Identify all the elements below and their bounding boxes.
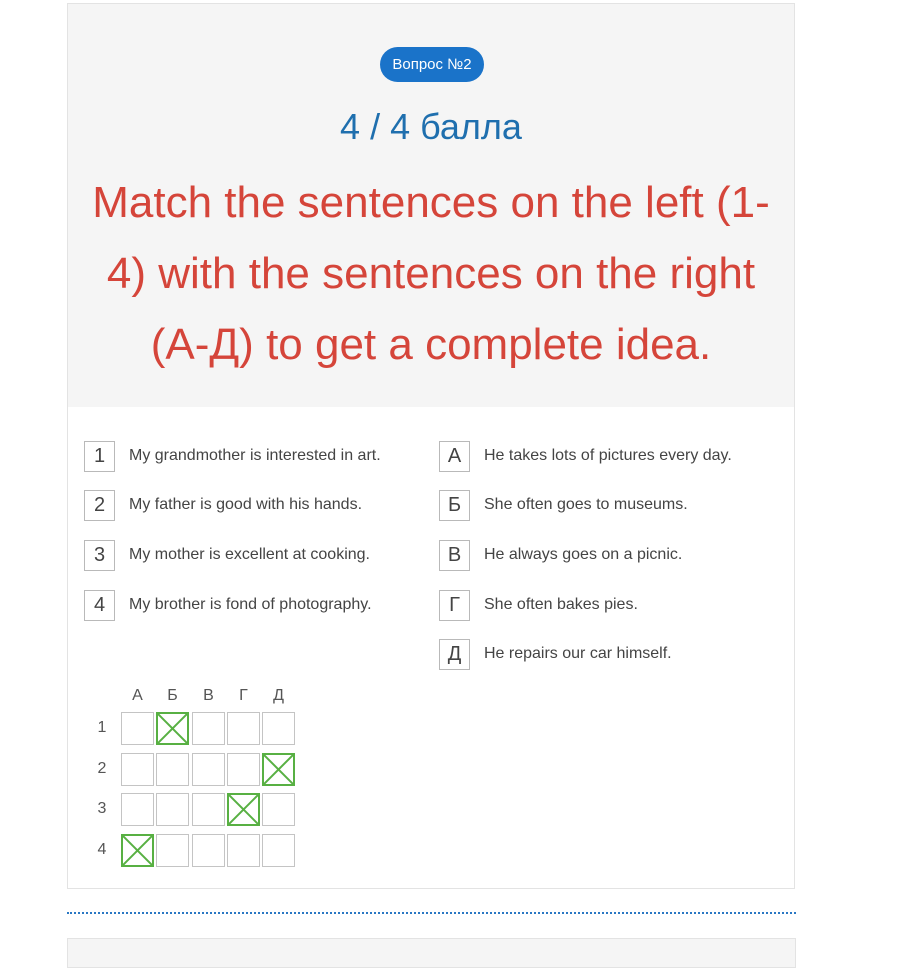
grid-column-header: А — [132, 687, 143, 704]
left-item-text: My brother is fond of photography. — [129, 596, 372, 613]
grid-cell[interactable] — [262, 793, 295, 826]
grid-column-header: В — [203, 687, 214, 704]
grid-cell[interactable] — [227, 753, 260, 786]
right-item-letter: А — [439, 441, 470, 472]
right-item — [439, 440, 732, 472]
grid-row-label: 1 — [97, 719, 107, 736]
question-text: Match the sentences on the left (1-4) with the sentences on the right (А-Д) to get a complete idea. — [92, 178, 770, 369]
grid-row-label: 4 — [97, 841, 107, 858]
left-item-text: My mother is excellent at cooking. — [129, 546, 370, 563]
right-item-text: He takes lots of pictures every day. — [484, 447, 732, 464]
grid-column-header: Б — [167, 687, 178, 704]
left-item-number: 4 — [84, 590, 115, 621]
score-label: 4 / 4 балла — [340, 106, 522, 147]
grid-row-label: 3 — [97, 800, 107, 817]
grid-column-header: Г — [239, 687, 248, 704]
left-item — [84, 589, 372, 621]
grid-cell[interactable] — [227, 712, 260, 745]
right-item — [439, 589, 638, 621]
check-x-icon — [123, 836, 152, 865]
left-item — [84, 489, 362, 521]
right-item-letter: Д — [439, 639, 470, 670]
grid-cell[interactable] — [156, 834, 189, 867]
grid-cell[interactable] — [227, 834, 260, 867]
grid-row-label: 2 — [97, 760, 107, 777]
left-item-number: 1 — [84, 441, 115, 472]
grid-cell[interactable] — [121, 712, 154, 745]
grid-cell[interactable] — [192, 793, 225, 826]
left-item — [84, 440, 381, 472]
right-item-text: He always goes on a picnic. — [484, 546, 683, 563]
question-header — [68, 4, 794, 407]
right-item — [439, 489, 688, 521]
check-x-icon — [229, 795, 258, 824]
grid-cell[interactable] — [121, 753, 154, 786]
right-item — [439, 539, 682, 571]
grid-cell-checked[interactable] — [227, 793, 260, 826]
left-item-number: 2 — [84, 490, 115, 521]
right-item-text: He repairs our car himself. — [484, 645, 672, 662]
grid-cell-checked[interactable] — [262, 753, 295, 786]
left-item-number: 3 — [84, 540, 115, 571]
check-x-icon — [158, 714, 187, 743]
grid-column-header: Д — [273, 687, 284, 704]
grid-cell[interactable] — [192, 834, 225, 867]
right-item-letter: Б — [439, 490, 470, 521]
grid-cell-checked[interactable] — [156, 712, 189, 745]
check-x-icon — [264, 755, 293, 784]
right-item-letter: В — [439, 540, 470, 571]
grid-cell[interactable] — [156, 753, 189, 786]
grid-cell[interactable] — [156, 793, 189, 826]
grid-cell[interactable] — [262, 834, 295, 867]
grid-cell[interactable] — [192, 753, 225, 786]
next-question-card — [67, 938, 796, 968]
left-item-text: My grandmother is interested in art. — [129, 447, 381, 464]
grid-cell-checked[interactable] — [121, 834, 154, 867]
right-item-text: She often bakes pies. — [484, 596, 638, 613]
right-item-text: She often goes to museums. — [484, 496, 688, 513]
question-number-badge: Вопрос №2 — [380, 47, 484, 82]
grid-cell[interactable] — [192, 712, 225, 745]
right-item — [439, 638, 672, 670]
right-item-letter: Г — [439, 590, 470, 621]
left-item — [84, 539, 370, 571]
left-item-text: My father is good with his hands. — [129, 496, 363, 513]
section-divider — [67, 912, 796, 914]
grid-cell[interactable] — [262, 712, 295, 745]
grid-cell[interactable] — [121, 793, 154, 826]
